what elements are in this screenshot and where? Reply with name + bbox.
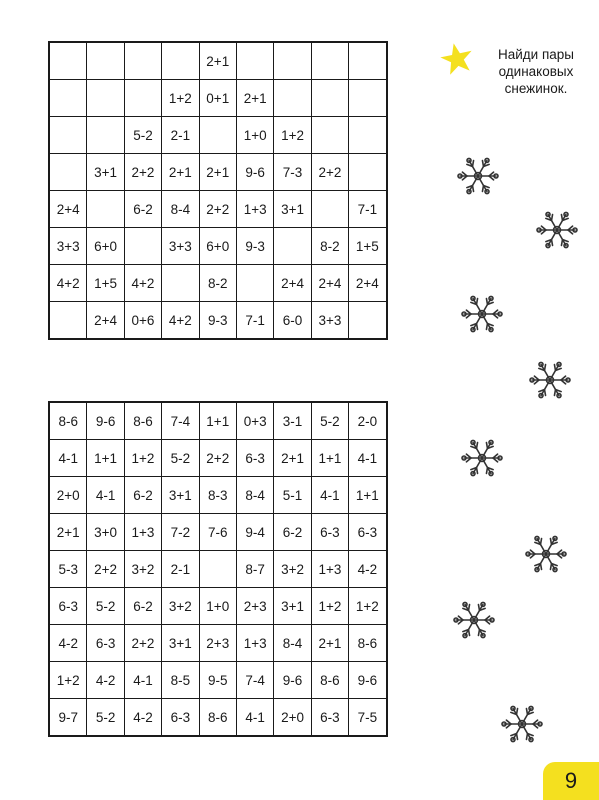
grid-cell: 3-1	[274, 402, 311, 440]
grid-cell: 2+4	[311, 265, 348, 302]
grid-cell: 9-6	[87, 402, 124, 440]
grid-cell: 9-6	[349, 662, 387, 699]
grid-cell	[124, 42, 161, 80]
grid-cell: 1+3	[124, 514, 161, 551]
grid-cell: 1+1	[349, 477, 387, 514]
snowflake-icon	[460, 292, 504, 336]
grid-cell: 2+3	[236, 588, 273, 625]
grid-cell: 2+3	[199, 625, 236, 662]
grid-cell	[311, 42, 348, 80]
grid-row	[49, 80, 387, 117]
grid-row	[49, 117, 387, 154]
grid-cell: 9-3	[236, 228, 273, 265]
grid-cell: 2+4	[274, 265, 311, 302]
grid-cell: 5-3	[49, 551, 87, 588]
grid-cell: 3+1	[87, 154, 124, 191]
grid-cell	[124, 228, 161, 265]
grid-cell: 0+3	[236, 402, 273, 440]
grid-cell: 0+1	[199, 80, 236, 117]
grid-cell	[274, 228, 311, 265]
grid-cell: 2-0	[349, 402, 387, 440]
grid-cell: 4-1	[236, 699, 273, 737]
grid-cell: 5-2	[311, 402, 348, 440]
grid-row	[49, 228, 387, 265]
grid-cell	[349, 154, 387, 191]
grid-cell: 7-6	[199, 514, 236, 551]
grid-cell: 4-2	[49, 625, 87, 662]
grid-cell: 1+1	[87, 440, 124, 477]
grid-row	[49, 154, 387, 191]
grid-cell: 1+3	[236, 625, 273, 662]
grid-cell: 4-2	[87, 662, 124, 699]
grid-cell: 8-6	[124, 402, 161, 440]
grid-cell: 9-6	[274, 662, 311, 699]
grid-cell: 7-3	[274, 154, 311, 191]
grid-row	[49, 477, 387, 514]
grid-cell: 4+2	[49, 265, 87, 302]
grid-cell	[124, 80, 161, 117]
grid-cell	[349, 80, 387, 117]
grid-cell: 7-1	[236, 302, 273, 340]
grid-cell: 8-4	[236, 477, 273, 514]
grid-cell: 2+2	[124, 154, 161, 191]
grid-cell: 2+1	[162, 154, 199, 191]
grid-cell: 2+1	[199, 42, 236, 80]
snowflake-icon	[452, 598, 496, 642]
grid-cell: 8-6	[349, 625, 387, 662]
grid-cell: 3+1	[162, 625, 199, 662]
grid-row	[49, 699, 387, 737]
grid-cell	[349, 302, 387, 340]
grid-cell	[87, 80, 124, 117]
grid-cell: 1+2	[311, 588, 348, 625]
grid-cell: 6-3	[349, 514, 387, 551]
top-number-grid	[48, 41, 388, 340]
grid-cell: 7-2	[162, 514, 199, 551]
grid-cell: 2+1	[311, 625, 348, 662]
grid-row	[49, 551, 387, 588]
grid-cell: 4-1	[349, 440, 387, 477]
grid-row	[49, 402, 387, 440]
grid-cell: 8-2	[311, 228, 348, 265]
grid-cell: 2+4	[87, 302, 124, 340]
grid-cell: 5-2	[87, 699, 124, 737]
grid-row	[49, 440, 387, 477]
grid-cell: 4+2	[124, 265, 161, 302]
grid-cell	[311, 191, 348, 228]
grid-cell: 8-2	[199, 265, 236, 302]
snowflake-icon	[456, 154, 500, 198]
grid-cell: 1+2	[274, 117, 311, 154]
grid-row	[49, 191, 387, 228]
grid-cell: 6-2	[124, 588, 161, 625]
grid-cell: 2+2	[199, 191, 236, 228]
snowflake-icon	[528, 358, 572, 402]
grid-cell: 2+4	[349, 265, 387, 302]
grid-cell: 1+2	[49, 662, 87, 699]
grid-cell: 2+1	[236, 80, 273, 117]
grid-cell: 1+3	[236, 191, 273, 228]
grid-cell	[49, 154, 87, 191]
grid-cell: 2+2	[199, 440, 236, 477]
grid-cell: 4-1	[87, 477, 124, 514]
grid-cell: 3+3	[162, 228, 199, 265]
grid-cell: 3+1	[162, 477, 199, 514]
grid-cell: 8-6	[311, 662, 348, 699]
grid-cell	[311, 117, 348, 154]
grid-cell: 2+2	[124, 625, 161, 662]
grid-cell: 6-3	[311, 699, 348, 737]
grid-cell: 1+2	[124, 440, 161, 477]
grid-cell	[311, 80, 348, 117]
grid-cell: 9-3	[199, 302, 236, 340]
grid-cell	[274, 42, 311, 80]
star-icon	[440, 42, 474, 76]
grid-cell: 2-1	[162, 117, 199, 154]
grid-cell: 2+0	[49, 477, 87, 514]
grid-cell: 2+4	[49, 191, 87, 228]
grid-cell: 1+5	[87, 265, 124, 302]
grid-cell: 2+2	[87, 551, 124, 588]
grid-cell: 2+0	[274, 699, 311, 737]
grid-cell: 5-2	[124, 117, 161, 154]
grid-cell: 3+3	[49, 228, 87, 265]
grid-cell: 3+3	[311, 302, 348, 340]
snowflake-icon	[460, 436, 504, 480]
grid-cell: 9-6	[236, 154, 273, 191]
grid-row	[49, 42, 387, 80]
grid-cell: 3+1	[274, 588, 311, 625]
grid-cell: 6-3	[236, 440, 273, 477]
grid-cell	[199, 551, 236, 588]
grid-cell	[236, 42, 273, 80]
grid-cell: 1+2	[349, 588, 387, 625]
grid-cell: 6-2	[124, 477, 161, 514]
grid-cell: 1+0	[199, 588, 236, 625]
grid-cell: 1+3	[311, 551, 348, 588]
grid-cell: 7-4	[236, 662, 273, 699]
grid-cell	[349, 117, 387, 154]
grid-cell: 3+0	[87, 514, 124, 551]
grid-cell: 8-6	[199, 699, 236, 737]
grid-cell: 6-3	[162, 699, 199, 737]
grid-cell	[162, 265, 199, 302]
snowflake-icon	[535, 208, 579, 252]
grid-cell: 4-1	[49, 440, 87, 477]
grid-cell: 8-4	[274, 625, 311, 662]
grid-cell: 7-4	[162, 402, 199, 440]
grid-cell: 1+5	[349, 228, 387, 265]
grid-cell: 8-5	[162, 662, 199, 699]
grid-cell	[87, 42, 124, 80]
grid-cell: 2-1	[162, 551, 199, 588]
grid-cell: 9-4	[236, 514, 273, 551]
instruction-text: Найди пары одинаковых снежинок.	[498, 47, 574, 96]
grid-cell: 8-6	[49, 402, 87, 440]
grid-cell: 8-4	[162, 191, 199, 228]
grid-cell: 6-2	[124, 191, 161, 228]
grid-cell: 9-7	[49, 699, 87, 737]
grid-row	[49, 514, 387, 551]
grid-cell: 1+1	[311, 440, 348, 477]
grid-cell	[87, 191, 124, 228]
grid-cell: 0+6	[124, 302, 161, 340]
grid-cell: 6-2	[274, 514, 311, 551]
bottom-number-grid	[48, 401, 388, 737]
grid-cell: 3+1	[274, 191, 311, 228]
grid-cell: 4-2	[349, 551, 387, 588]
grid-cell: 1+0	[236, 117, 273, 154]
grid-cell: 2+1	[49, 514, 87, 551]
grid-cell: 3+2	[162, 588, 199, 625]
grid-cell	[49, 42, 87, 80]
grid-cell: 6-3	[49, 588, 87, 625]
grid-cell	[162, 42, 199, 80]
grid-cell: 8-3	[199, 477, 236, 514]
grid-cell: 7-5	[349, 699, 387, 737]
grid-cell: 2+2	[311, 154, 348, 191]
grid-cell: 2+1	[274, 440, 311, 477]
grid-cell: 5-2	[87, 588, 124, 625]
grid-cell: 5-2	[162, 440, 199, 477]
grid-cell	[274, 80, 311, 117]
grid-cell	[199, 117, 236, 154]
grid-cell: 3+2	[124, 551, 161, 588]
grid-cell: 1+2	[162, 80, 199, 117]
grid-cell	[49, 117, 87, 154]
grid-cell: 3+2	[274, 551, 311, 588]
grid-cell	[236, 265, 273, 302]
grid-row	[49, 625, 387, 662]
grid-cell: 6-3	[311, 514, 348, 551]
grid-cell: 7-1	[349, 191, 387, 228]
grid-cell	[87, 117, 124, 154]
grid-cell	[49, 80, 87, 117]
grid-cell: 5-1	[274, 477, 311, 514]
grid-cell: 6-0	[274, 302, 311, 340]
grid-cell	[349, 42, 387, 80]
grid-cell: 8-7	[236, 551, 273, 588]
grid-cell	[49, 302, 87, 340]
grid-cell: 9-5	[199, 662, 236, 699]
grid-cell: 6+0	[199, 228, 236, 265]
grid-cell: 6+0	[87, 228, 124, 265]
grid-cell: 2+1	[199, 154, 236, 191]
grid-cell: 4-1	[311, 477, 348, 514]
snowflake-icon	[524, 532, 568, 576]
grid-row	[49, 302, 387, 340]
page-number: 9	[543, 762, 599, 800]
grid-row	[49, 265, 387, 302]
grid-cell: 6-3	[87, 625, 124, 662]
snowflake-icon	[500, 702, 544, 746]
grid-row	[49, 588, 387, 625]
grid-row	[49, 662, 387, 699]
grid-cell: 4-1	[124, 662, 161, 699]
grid-cell: 4-2	[124, 699, 161, 737]
grid-cell: 1+1	[199, 402, 236, 440]
grid-cell: 4+2	[162, 302, 199, 340]
